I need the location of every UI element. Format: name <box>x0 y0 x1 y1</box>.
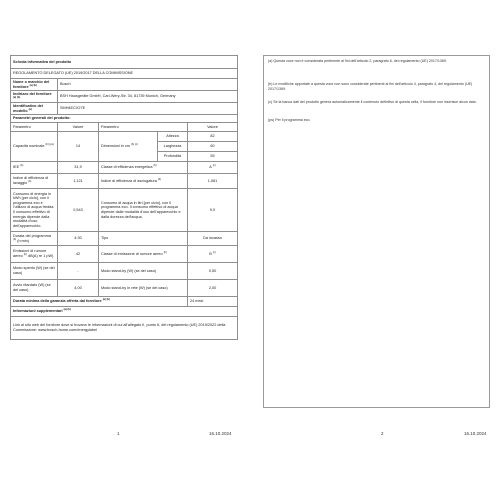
energy-consumption-value: 0,543 <box>58 189 99 232</box>
delay-start-label: Avvio ritardato (W) (se del caso) <box>11 280 58 297</box>
capacity-label: Capacità nominale $^{(b) (ps)}$ <box>11 132 58 162</box>
dry-index-value: 1,081 <box>188 174 238 189</box>
warranty-value: 24 mesi <box>188 297 238 307</box>
extra-info-heading: Informazioni supplementari $^{(a) (b)}$ <box>11 307 238 317</box>
depth-value: 55 <box>188 152 238 162</box>
off-mode-label: Modo spento (W) (se del caso) <box>11 263 58 280</box>
footnote-a: (a) Questa voce non è considerata pertinente ai fini dell'articolo 2, paragrafo 6, del regolamento (UE) 2017/1369. <box>268 59 447 63</box>
depth-label: Profondità <box>158 152 188 162</box>
standby-value: 0,50 <box>188 263 238 280</box>
supplier-address-label: Indirizzo del fornitore $^{(a) (b)}$ <box>11 91 58 103</box>
product-sheet-page-1 <box>10 55 237 405</box>
water-consumption-value: 9,0 <box>188 189 238 232</box>
supplier-name-value: Bosch <box>58 79 238 91</box>
wash-index-label: Indice di efficienza di lavaggio $^{(b)}$ <box>11 174 58 189</box>
energy-consumption-label: Consumo di energia in kWh [per ciclo], con il programma eco e l'utilizzo di acqua fredda. Il consumo effettivo di energia dipende dalla modalità d'uso dell'apparecchio. <box>11 189 58 232</box>
type-label: Tipo <box>99 232 188 246</box>
noise-label: Emissioni di rumore aereo $^{(b)}$ dB(A) re 1 pW) <box>11 246 58 263</box>
standby-label: Modo stand-by (W) (se del caso) <box>99 263 188 280</box>
footnote-c: (c) Se la banca dati del prodotto genera automaticamente il contenuto definitivo di questa cella, il fornitore non inserisce alcun dato. <box>268 100 477 104</box>
duration-value: 4:30 <box>58 232 99 246</box>
page-2-number: 2 <box>381 431 384 436</box>
page-1-number: 1 <box>117 431 120 436</box>
water-consumption-label: Consumo di acqua in litri [per ciclo], con il programma eco. Il consumo effettivo di acqua dipende dalle modalità d'uso dell'apparecchio e dalla durezza dell'acqua. <box>99 189 188 232</box>
iee-label: IEE $^{(b)}$ <box>11 162 58 174</box>
height-label: Altezza <box>158 132 188 142</box>
product-info-table <box>10 55 238 340</box>
regulation-reference: REGOLAMENTO DELEGATO (UE) 2019/2017 DELLA COMMISSIONE <box>11 69 238 79</box>
noise-class-label: Classe di emissione di rumore aereo $^{(b)}$ <box>99 246 188 263</box>
page-1-date: 16.10.2024 <box>209 431 232 436</box>
model-value: SMH4ECX27E <box>58 103 238 115</box>
duration-label: Durata del programma $^{(b)}$ (h:min) <box>11 232 58 246</box>
capacity-value: 14 <box>58 132 99 162</box>
dry-index-label: Indice di efficienza di asciugatura $^{(b)}$ <box>99 174 188 189</box>
extra-info-text: Link al sito web del fornitore dove si trovano le informazioni di cui all'allegato II, punto 6, del regolamento (UE) 2019/2022 della Commissione: www.bosch-home.com/energylabel <box>11 317 238 340</box>
noise-class-value: B $^{(c)}$ <box>188 246 238 263</box>
off-mode-value: - <box>58 263 99 280</box>
net-standby-value: 2,00 <box>188 280 238 297</box>
footnote-b: (b) Le modifiche apportate a questa voce non sono considerate pertinenti ai fini dell'articolo 4, paragrafo 4, del regolamento (UE) 2017/1369. <box>268 82 473 91</box>
width-value: 60 <box>188 142 238 152</box>
supplier-address-value: BSH Hausgeräte GmbH, Carl-Wery-Str. 34, 81739 Munich, Germany <box>58 91 238 103</box>
net-standby-label: Modo stand-by in rete (W) (se del caso) <box>99 280 188 297</box>
height-value: 82 <box>188 132 238 142</box>
iee-value: 31,9 <box>58 162 99 174</box>
footnote-ps: (ps) Per il programma eco. <box>268 118 311 122</box>
energy-class-label: Classe di efficienza energetica $^{(b)}$ <box>99 162 188 174</box>
width-label: Larghezza <box>158 142 188 152</box>
type-value: Da incasso <box>188 232 238 246</box>
delay-start-value: 4,00 <box>58 280 99 297</box>
energy-class-value: A $^{(c)}$ <box>188 162 238 174</box>
general-params-heading: Parametri generali del prodotto: <box>11 115 238 123</box>
dimensions-label: Dimensioni in cm $^{(b) (c)}$ <box>99 132 158 162</box>
model-label: Identificativo del modello $^{(a)}$ <box>11 103 58 115</box>
noise-value: 42 <box>58 246 99 263</box>
page-2-date: 16.10.2024 <box>464 431 487 436</box>
product-sheet-page-2 <box>263 55 490 408</box>
col-header-value-2: Valore <box>188 123 238 132</box>
wash-index-value: 1,121 <box>58 174 99 189</box>
warranty-label: Durata minima della garanzia offerta dal fornitore $^{(a) (b)}$ <box>11 297 188 307</box>
col-header-param-1: Parametro <box>11 123 58 132</box>
sheet-title: Scheda informativa del prodotto <box>11 56 238 69</box>
col-header-value-1: Valore <box>58 123 99 132</box>
supplier-name-label: Nome o marchio del fornitore $^{(a) (b)}$ <box>11 79 58 91</box>
col-header-param-2: Parametro <box>99 123 188 132</box>
